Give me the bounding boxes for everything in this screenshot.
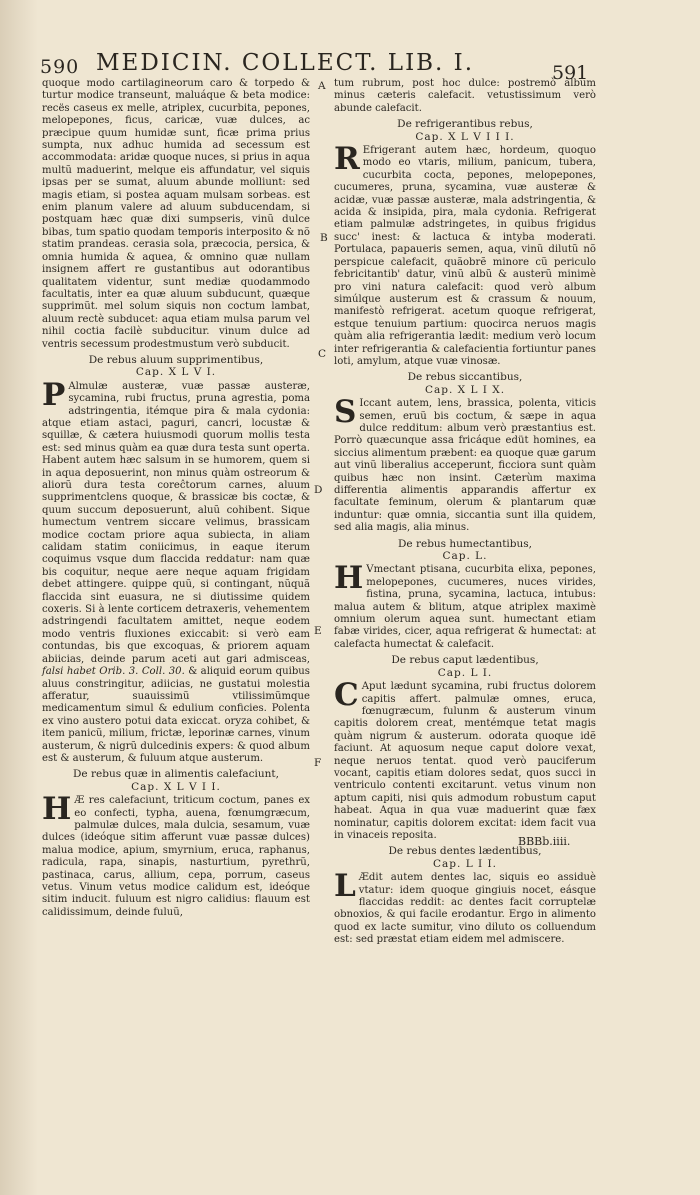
- right-column: [334, 78, 596, 950]
- margin-letter-a: A: [318, 80, 326, 92]
- drop-cap: L: [334, 868, 356, 905]
- section-heading: De rebus dentes lædentibus,: [388, 845, 542, 858]
- section-paragraph: [42, 791, 310, 919]
- section-paragraph: [334, 394, 596, 534]
- margin-letter-b: B: [320, 232, 328, 244]
- chapter-number: Cap. X L V I I I.: [415, 130, 515, 143]
- chapter-number: Cap. L I.: [437, 666, 493, 679]
- section-paragraph: [334, 141, 596, 368]
- page-number-left: 590: [40, 56, 80, 78]
- section-paragraph: [334, 868, 596, 946]
- margin-letter-c: C: [318, 348, 327, 360]
- drop-cap: P: [42, 376, 66, 413]
- section-heading: De rebus siccantibus,: [407, 371, 523, 384]
- drop-cap: S: [334, 394, 357, 431]
- section-paragraph: [334, 560, 596, 651]
- drop-cap: C: [334, 677, 359, 714]
- section-heading: De rebus quæ in alimentis calefaciunt,: [73, 768, 279, 781]
- running-title: MEDICIN. COLLECT. LIB. I.: [96, 50, 475, 76]
- section-text: Æ res calefaciunt, triticum coctum, panes ex eo confecti, typha, auena, fœnumgræcum, palmulæ dulces, mala dulcia, sesamum, vuæ dulces (ideóque sitim afferunt vuæ passæ dulces) malua modice, apium, smyrnium, eruca, raphanus, radicula, rapa, sinapis, nasturtium, pyrethrũ, pastinaca, carus, allium, cepa, porrum, caseus vetus. Vinum vetus modice calidum est, ideóque sitim inducit. fuluum est nigro calidius: flauum est calidissimum, deinde fuluũ,: [42, 795, 310, 918]
- chapter-number: Cap. L.: [442, 550, 488, 563]
- left-intro-paragraph: quoque modo cartilagineorum caro & torpedo & turtur modice transeunt, maluáque & beta modice: recës caseus ex melle, atriplex, cucurbita, pepones, melopepones, ficus, caricæ, vuæ dulces, ac præcipue quum humidæ sunt, ficæ prima prius sumpta, nux adhuc humida ad secessum est accommodata: aridæ quoque nuces, si prius in aqua multũ maduerint, melque eis affundatur, vel siquis ipsas per se sumat, aluum abunde molliunt: sed magis etiam, si postea aquam mulsam sorbeas. est enim planum valere ad aluum subducendam, si postquam hæc quæ dixi sumpseris, vinũ dulce bibas, tum spatio quodam temporis interposito & nõ statim prandeas. cerasia sola, præcocia, persica, & omnia humida & aquea, & omnino quæ nullam insignem affert re gustantibus aut odorantibus qualitatem videntur, sunt mediæ quodammodo facultatis, inter ea quæ aluum subducunt, quæque supprimũt. mel solum siquis non coctum lambat, aluum rectè subducet: aqua etiam mulsa parum vel nihil coctia facilè subducitur. vinum dulce ad ventris secessum prodestmustum verò subducit.: [42, 78, 310, 350]
- page-header: [40, 50, 590, 80]
- page-number-right: 591: [552, 62, 589, 84]
- section-heading: De rebus caput lædentibus,: [391, 654, 539, 667]
- chapter-number: Cap. X L V I.: [135, 366, 217, 379]
- section-paragraph: [334, 677, 596, 842]
- left-column: [42, 78, 310, 922]
- section-text: Ædit autem dentes lac, siquis eo assiduè vtatur: idem quoque gingiuis nocet, eásque flaccidas reddit: ac dentes facit corruptelæ obnoxios, & qui facile erodantur. Ergo in alimento quod ex lacte sumitur, vino diluto os colluendum est: sed præstat etiam eidem mel admiscere.: [334, 872, 596, 946]
- section-text: Efrigerant autem hæc, hordeum, quoquo modo eo vtaris, milium, panicum, tubera, cucurbita cocta, pepones, melopepones, cucumeres, pruna, sycamina, vuæ austeræ & acidæ, vuæ passæ austeræ, mala adstringentia, & acida & insipida, pira, mala cydonia. Refrigerat etiam palmulæ adstringetes, in quibus frigidus succ' inest: & lactuca & intyba moderati. Portulaca, papaueris semen, aqua, vinũ dilutũ nõ perspicue calefacit, quãobrẽ minore cũ periculo febricitantib' datur, vinũ albũ & austerũ minimè pro vini natura calefacit: quod verò album simúlque austerum est & crassum & nouum, manifestò refrigerat. acetum quoque refrigerat, estque tenuium partium: quocirca neruos magis quàm alia refrigerantia lædit: medium verò locum inter refrigerantia & calefacientia fortiuntur panes loti, amylum, atque vuæ vinosæ.: [334, 145, 596, 367]
- margin-letter-d: D: [314, 484, 323, 496]
- right-intro-paragraph: tum rubrum, post hoc dulce: postremò album minus cæteris calefacit. vetustissimum verò abunde calefacit.: [334, 78, 596, 114]
- section-paragraph: [42, 376, 310, 766]
- drop-cap: H: [42, 791, 72, 828]
- signature-mark: BBBb.iiii.: [518, 835, 571, 848]
- section-heading: De refrigerantibus rebus,: [397, 118, 533, 131]
- section-text: Vmectant ptisana, cucurbita elixa, pepones, melopepones, cucumeres, nuces virides, fistina, pruna, sycamina, lactuca, intubus: malua autem & blitum, atque atriplex maximè omnium olerum aquea sunt. humectant etiam fabæ virides, cicer, aqua refrigerat & humectat: at calefacta humectat & calefacit.: [334, 564, 596, 650]
- section-text: Almulæ austeræ, vuæ passæ austeræ, sycamina, rubi fructus, pruna agrestia, poma adstringentia, itémque pira & mala cydonia: atque etiam astaci, paguri, cancri, locustæ & squillæ, & cætera huiusmodi quorum mollis testa est: sed minus quàm ea quæ dura testa sunt operta. Habent autem hæc salsum in se humorem, quem si in aqua deposuerint, non minus quàm ostreorum & aliorũ dura testa coreĉtorum carnes, aluum supprimentclens quoque, & brassicæ bis coctæ, & quum succum deposuerunt, aluũ cohibent. Sique humectum ventrem siccare velimus, brassicam modice coctam priore aqua subiecta, in aliam calidam statim coniicimus, in eaque iterum coquimus vsque dum flaccida reddatur: nam quæ bis coquitur, neque aere neque aquam frigidam debet attingere. quippe quũ, si contingant, nũquã flaccida sint euasura, ne si diutissime quidem coxeris. Si à lente corticem detraxeris, vehementem adstringendi facultatem amittet, neque eodem modo ventris fluxiones exiccabit: si verò eam contundas, bis que excoquas, & priorem aquam abiicias, deinde parum aceti aut gari admisceas,: [42, 380, 310, 665]
- marginal-reference: falsi habet Orib. 3. Coll. 30.: [42, 666, 185, 678]
- drop-cap: H: [334, 560, 364, 597]
- drop-cap: R: [334, 141, 360, 178]
- chapter-number: Cap. X L V I I.: [131, 780, 221, 793]
- section-text: Iccant autem, lens, brassica, polenta, viticis semen, eruũ bis coctum, & sæpe in aqua dulce redditum: album verò præstantius est. Porrò quæcunque assa fricáque edüt homines, ea siccius alimentum præbent: ea quoque quæ garum aut vinũ liberalius acceperunt, ficciora sunt quàm quibus hæc non insint. Cæterùm maxima differentia alimentis apparandis affertur ex facultate feminum, olerum & plantarum quæ induntur: quæ omnia, siccantia sunt illa quidem, sed alia magis, alia minus.: [334, 398, 596, 534]
- chapter-number: Cap. L I I.: [433, 857, 497, 870]
- chapter-number: Cap. X L I X.: [424, 383, 506, 396]
- margin-letter-e: E: [314, 625, 322, 637]
- section-heading: De rebus humectantibus,: [397, 537, 533, 550]
- section-text: Aput lædunt sycamina, rubi fructus dolorem capitis affert. palmulæ omnes, eruca, fœnugræcum, fulunm & austerum vinum capitis dolorem creat, mentémque tetat magis quàm nigrum & austerum. odorata quoque idẽ faciunt. At aquosum neque caput dolore vexat, neque neruos tentat. quod verò pauciferum vocant, capitis etiam dolores sedat, quos succi in ventriculo contenti excitarunt. vetus vinum non aptum capiti, nisi quis admodum robustum caput habeat. Aqua in qua vuæ maduerint quæ fæx nominatur, capitis dolorem excitat: idem facit vua in vinaceis reposita.: [334, 681, 596, 841]
- margin-letter-f: F: [314, 757, 322, 769]
- section-heading: De rebus aluum supprimentibus,: [88, 353, 264, 366]
- section-text-continued: & aliquid eorum quibus aluus constringitur, adiicias, ne gustatui molestia afferatur, suauissimũ vtilissimũmque medicamentum simul & edulium conficies. Polenta ex vino austero potui data exiccat. oryza cohibet, & item panicũ, milium, frictæ, leporinæ carnes, vinum austerum, & nigrũ dulcedinis expers: & quod album est & austerum, & fuluum atque austerum.: [42, 666, 310, 764]
